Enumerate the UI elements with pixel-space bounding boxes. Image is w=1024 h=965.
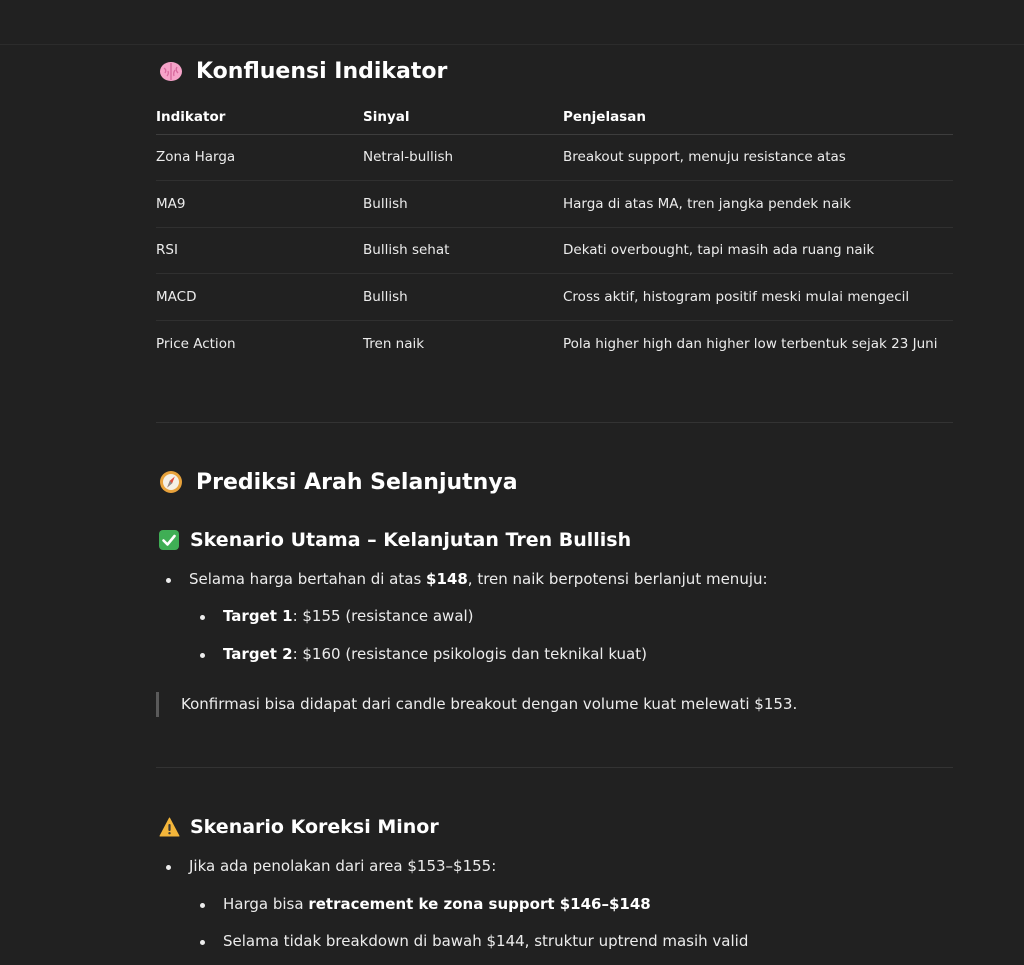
list-item: Jika ada penolakan dari area $153–$155:	[189, 857, 497, 875]
table-cell: Cross aktif, histogram positif meski mulai mengecil	[563, 274, 953, 321]
table-cell: RSI	[156, 227, 363, 274]
section-divider	[156, 767, 953, 768]
scenario-minor-title: Skenario Koreksi Minor	[158, 816, 439, 838]
column-header-sinyal: Sinyal	[363, 100, 563, 134]
list-item: Target 1: $155 (resistance awal)	[223, 607, 474, 625]
table-cell: Netral-bullish	[363, 134, 563, 181]
table-row	[156, 274, 953, 321]
table-row	[156, 227, 953, 274]
blockquote: Konfirmasi bisa didapat dari candle breakout dengan volume kuat melewati $153.	[156, 692, 797, 717]
table-row	[156, 181, 953, 228]
table-cell: MACD	[156, 274, 363, 321]
table-cell: Tren naik	[363, 335, 425, 352]
list-item: Harga bisa retracement ke zona support $146–$148	[223, 895, 651, 913]
scenario-main-title: Skenario Utama – Kelanjutan Tren Bullish	[158, 529, 631, 551]
warning-icon	[158, 816, 180, 838]
compass-icon	[158, 469, 184, 495]
check-mark-icon	[158, 529, 180, 551]
section-divider	[156, 422, 953, 423]
column-header-indikator: Indikator	[156, 100, 363, 134]
column-header-penjelasan: Penjelasan	[563, 100, 953, 134]
table-cell: Breakout support, menuju resistance atas	[563, 134, 953, 181]
table-cell: MA9	[156, 181, 363, 228]
table-cell: Bullish	[363, 274, 563, 321]
table-row	[156, 134, 953, 181]
table-cell: Bullish sehat	[363, 227, 563, 274]
brain-icon	[158, 58, 184, 84]
table-cell: Harga di atas MA, tren jangka pendek naik	[563, 181, 953, 228]
list-item: Selama harga bertahan di atas $148, tren naik berpotensi berlanjut menuju:	[189, 570, 768, 588]
section-title-konfluensi: Konfluensi Indikator	[158, 58, 447, 84]
table-row	[156, 320, 953, 367]
table-cell: Zona Harga	[156, 134, 363, 181]
list-item: Selama tidak breakdown di bawah $144, struktur uptrend masih valid	[223, 932, 749, 950]
top-divider	[0, 44, 1024, 45]
table-cell: Price Action	[156, 335, 236, 352]
table-cell: Dekati overbought, tapi masih ada ruang naik	[563, 227, 953, 274]
table-cell: Pola higher high dan higher low terbentuk sejak 23 Juni	[563, 335, 938, 352]
section-title-prediksi: Prediksi Arah Selanjutnya	[158, 469, 518, 495]
table-header-row	[156, 100, 953, 134]
list-item: Target 2: $160 (resistance psikologis dan teknikal kuat)	[223, 645, 647, 663]
table-cell: Bullish	[363, 181, 563, 228]
indicator-table	[156, 100, 953, 367]
